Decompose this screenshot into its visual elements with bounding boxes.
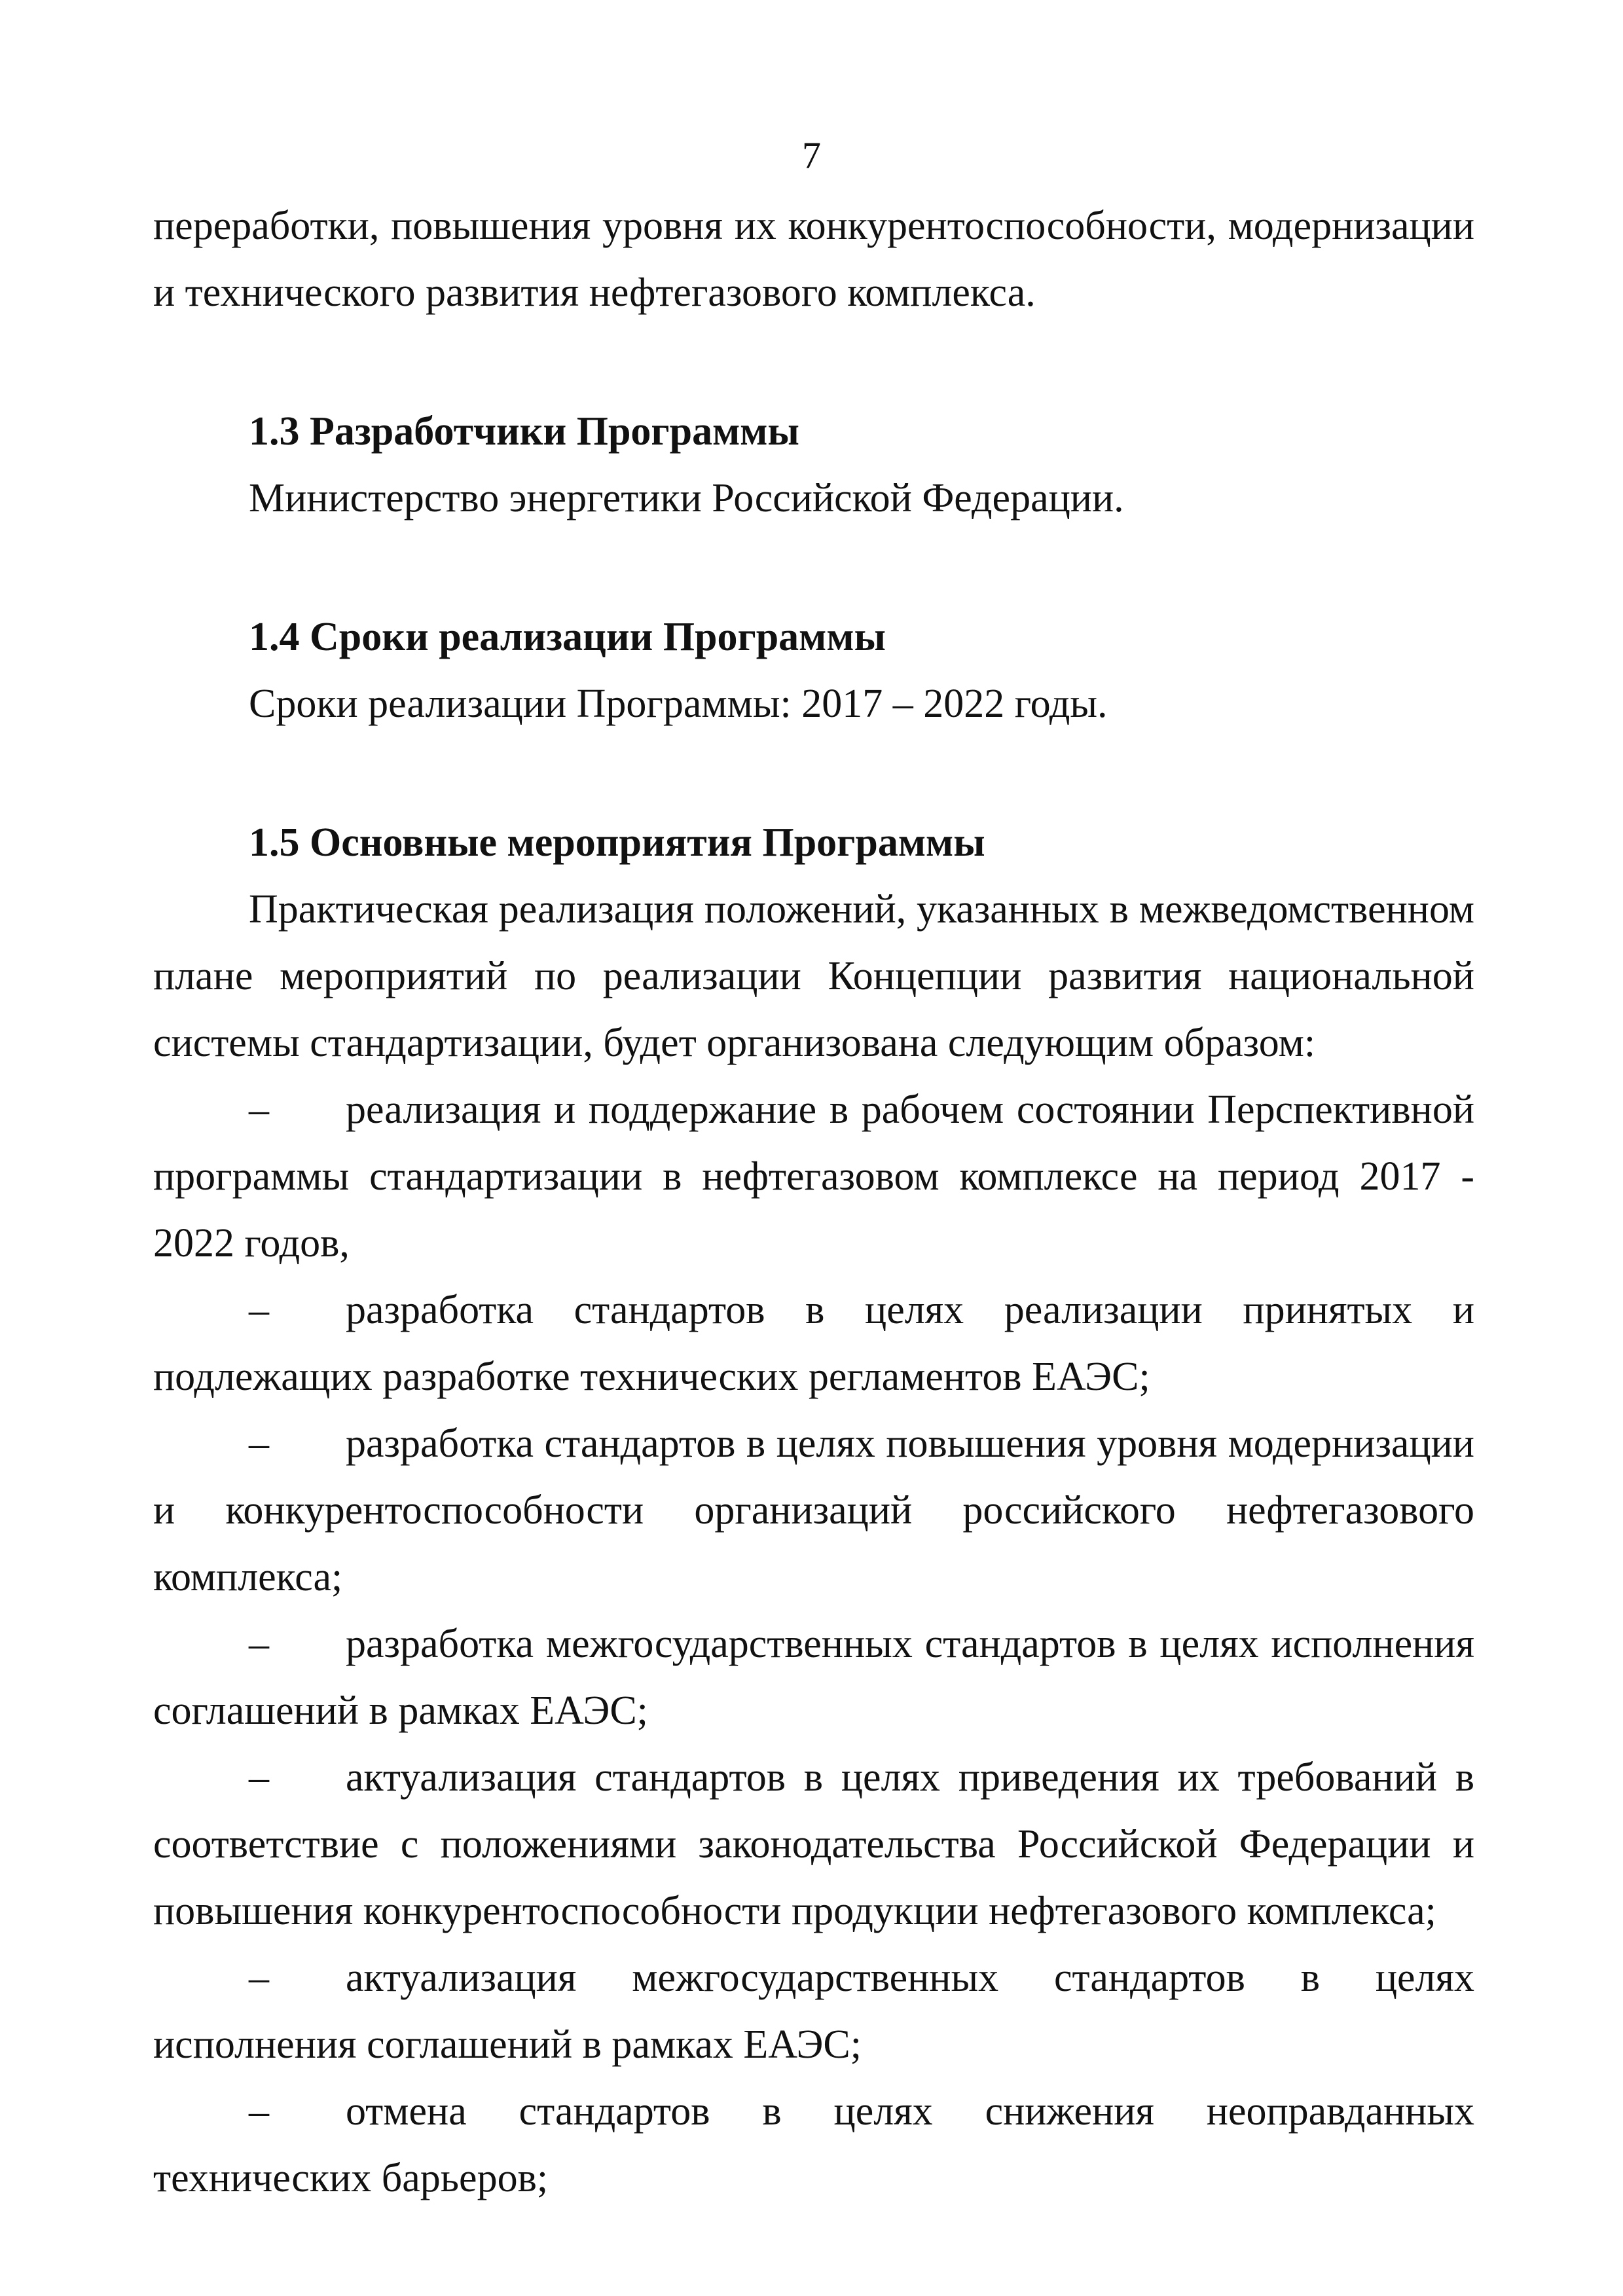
dash-marker: – bbox=[249, 1087, 269, 1132]
section-text: Сроки реализации Программы: 2017 – 2022 годы. bbox=[249, 682, 1108, 726]
document-body bbox=[153, 192, 1474, 2212]
dash-marker: – bbox=[249, 1288, 269, 1332]
dash-marker: – bbox=[249, 2089, 269, 2134]
dash-marker: – bbox=[249, 1622, 269, 1666]
list-item bbox=[153, 1076, 1474, 1277]
list-item-text: актуализация стандартов в целях приведения их требований в соответствие с положениями законодательства Российской Федерации и повышения конкурентоспособности продукции нефтегазового комплекса; bbox=[153, 1755, 1474, 1933]
page-number: 7 bbox=[802, 134, 821, 177]
list-item bbox=[153, 1944, 1474, 2078]
list-item bbox=[153, 1744, 1474, 1944]
list-item bbox=[153, 2078, 1474, 2212]
section-heading: 1.4 Сроки реализации Программы bbox=[249, 615, 886, 659]
section-text: Министерство энергетики Российской Федерации. bbox=[249, 476, 1124, 520]
dash-marker: – bbox=[249, 1421, 269, 1466]
section-developers bbox=[153, 398, 1474, 532]
dash-marker: – bbox=[249, 1755, 269, 1800]
list-item bbox=[153, 1611, 1474, 1744]
section-timeline bbox=[153, 604, 1474, 737]
section-heading: 1.3 Разработчики Программы bbox=[249, 409, 799, 454]
list-item-text: разработка стандартов в целях повышения уровня модернизации и конкурентоспособности организаций российского нефтегазового комплекса; bbox=[153, 1421, 1474, 1599]
intro-paragraph: переработки, повышения уровня их конкурентоспособности, модернизации и технического развития нефтегазового комплекса. bbox=[153, 204, 1474, 315]
list-item-text: отмена стандартов в целях снижения неоправданных технических барьеров; bbox=[153, 2089, 1474, 2200]
list-item-text: актуализация межгосударственных стандартов в целях исполнения соглашений в рамках ЕАЭС; bbox=[153, 1956, 1474, 2067]
list-item bbox=[153, 1410, 1474, 1611]
section-heading: 1.5 Основные мероприятия Программы bbox=[249, 820, 985, 865]
section-activities bbox=[153, 809, 1474, 2212]
list-item-text: реализация и поддержание в рабочем состоянии Перспективной программы стандартизации в нефтегазовом комплексе на период 2017 - 2022 годов, bbox=[153, 1087, 1474, 1266]
activities-list bbox=[153, 1076, 1474, 2212]
dash-marker: – bbox=[249, 1956, 269, 2000]
section-text: Практическая реализация положений, указанных в межведомственном плане мероприятий по реализации Концепции развития национальной системы стандартизации, будет организована следующим образом: bbox=[153, 887, 1474, 1065]
list-item bbox=[153, 1277, 1474, 1410]
list-item-text: разработка межгосударственных стандартов в целях исполнения соглашений в рамках ЕАЭС; bbox=[153, 1622, 1474, 1733]
list-item-text: разработка стандартов в целях реализации принятых и подлежащих разработке технических регламентов ЕАЭС; bbox=[153, 1288, 1474, 1399]
